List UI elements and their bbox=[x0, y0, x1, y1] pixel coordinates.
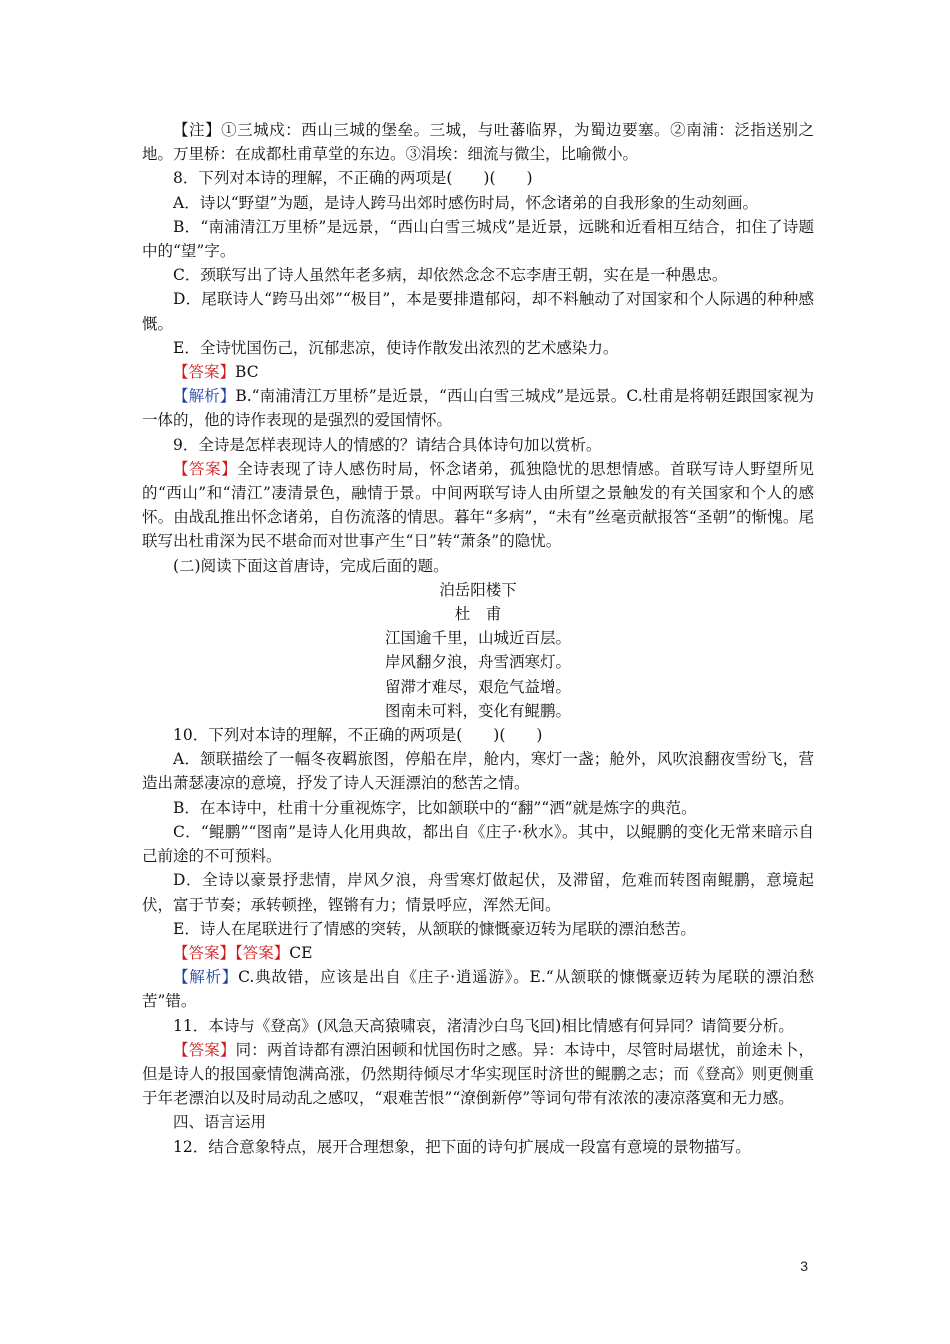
poem-line: 江国逾千里，山城近百层。 bbox=[384, 629, 571, 648]
q11-answer-text: 同：两首诗都有漂泊困顿和忧国伤时之感。异：本诗中，尽管时局堪忧，前途未卜，但是诗人的报国豪情饱满高涨，仍然期待倾尽才华实现匡时济世的鲲鹏之志；而《登高》则更侧重于年老漂泊以及时局动乱之感叹，“艰难苦恨”“潦倒新停”等词句带有浓浓的凄凉落寞和无力感。 bbox=[142, 1040, 814, 1108]
q8-option-e: E．全诗忧国伤己，沉郁悲凉，使诗作散发出浓烈的艺术感染力。 bbox=[173, 338, 619, 357]
answer-tag: 【答案】 bbox=[235, 943, 290, 962]
q10-option-b: B．在本诗中，杜甫十分重视炼字，比如颔联中的“翻”“洒”就是炼字的典范。 bbox=[173, 798, 697, 817]
poem-author: 杜 甫 bbox=[454, 605, 502, 624]
q10-analysis-text: C.典故错，应该是出自《庄子·逍遥游》。E.“从颔联的慷慨豪迈转为尾联的漂泊愁苦”错。 bbox=[142, 968, 814, 1011]
q10-analysis bbox=[142, 965, 814, 1013]
q8-option-c: C．颈联写出了诗人虽然年老多病，却依然念念不忘李唐王朝，实在是一种愚忠。 bbox=[173, 266, 728, 285]
analysis-tag: 【解析】 bbox=[173, 968, 239, 987]
answer-tag: 【答案】 bbox=[173, 363, 236, 382]
section-4-heading: 四、语言运用 bbox=[173, 1113, 267, 1132]
q9-answer bbox=[142, 457, 814, 554]
q10-option-e: E．诗人在尾联进行了情感的突转，从颔联的慷慨豪迈转为尾联的漂泊愁苦。 bbox=[173, 919, 696, 938]
q11-stem: 11．本诗与《登高》(风急天高猿啸哀，渚清沙白鸟飞回)相比情感有何异同？请简要分析。 bbox=[173, 1016, 794, 1035]
answer-tag: 【答案】 bbox=[173, 1040, 236, 1059]
q8-option-d: D．尾联诗人“跨马出郊”“极目”，本是要排遣郁闷，却不料触动了对国家和个人际遇的种种感慨。 bbox=[142, 290, 814, 333]
page-number: 3 bbox=[800, 1258, 808, 1274]
poem bbox=[142, 578, 814, 723]
q12-stem: 12．结合意象特点，展开合理想象，把下面的诗句扩展成一段富有意境的景物描写。 bbox=[173, 1137, 751, 1156]
q8-option-a: A．诗以“野望”为题，是诗人跨马出郊时感伤时局，怀念诸弟的自我形象的生动刻画。 bbox=[173, 193, 759, 212]
q10-option-c: C．“鲲鹏”“图南”是诗人化用典故，都出自《庄子·秋水》。其中，以鲲鹏的变化无常来暗示自己前途的不可预料。 bbox=[142, 822, 814, 866]
q9-stem: 9．全诗是怎样表现诗人的情感的？请结合具体诗句加以赏析。 bbox=[173, 435, 602, 454]
q9-answer-text: 全诗表现了诗人感伤时局，怀念诸弟，孤独隐忧的思想情感。首联写诗人野望所见的“西山”和“清江”凄清景色，融情于景。中间两联写诗人由所望之景触发的有关国家和个人的感怀。由战乱推出怀念诸弟，自伤流落的情思。暮年“多病”，“未有”丝毫贡献报答“圣朝”的惭愧。尾联写出杜甫深为民不堪命而对世事产生“日”转“萧条”的隐忧。 bbox=[142, 459, 814, 551]
q10-answer-text: CE bbox=[289, 943, 313, 962]
q11-answer bbox=[142, 1038, 814, 1111]
answer-tag: 【答案】 bbox=[173, 459, 238, 478]
q8-answer-text: BC bbox=[235, 363, 259, 382]
q10-option-a: A．颔联描绘了一幅冬夜羁旅图，停船在岸，舱内，寒灯一盏；舱外，风吹浪翻夜雪纷飞，营造出萧瑟凄凉的意境，抒发了诗人天涯漂泊的愁苦之情。 bbox=[142, 750, 814, 793]
poem-line: 留滞才难尽，艰危气益增。 bbox=[384, 677, 571, 696]
q8-analysis bbox=[142, 384, 814, 432]
poem-line: 图南未可料，变化有鲲鹏。 bbox=[384, 701, 571, 720]
answer-tag: 【答案】 bbox=[173, 943, 236, 962]
q8-analysis-text: B.“南浦清江万里桥”是近景，“西山白雪三城戍”是远景。C.杜甫是将朝廷跟国家视为一体的，他的诗作表现的是强烈的爱国情怀。 bbox=[142, 387, 814, 430]
q10-answer bbox=[142, 941, 814, 965]
poem-title: 泊岳阳楼下 bbox=[439, 580, 517, 599]
q8-stem: 8．下列对本诗的理解，不正确的两项是( )( ) bbox=[173, 169, 533, 188]
q8-option-b: B．“南浦清江万里桥”是远景，“西山白雪三城戍”是近景，远眺和近看相互结合，扣住了诗题中的“望”字。 bbox=[142, 217, 814, 261]
analysis-tag: 【解析】 bbox=[173, 387, 236, 406]
q10-option-d: D．全诗以豪景抒悲情，岸风夕浪，舟雪寒灯做起伏，及滞留，危难而转图南鲲鹏，意境起伏，富于节奏；承转顿挫，铿锵有力；情景呼应，浑然无间。 bbox=[142, 871, 814, 914]
note-paragraph: 【注】①三城戍：西山三城的堡垒。三城，与吐蕃临界，为蜀边要塞。②南浦：泛指送别之地。万里桥：在成都杜甫草堂的东边。③涓埃：细流与微尘，比喻微小。 bbox=[142, 121, 814, 164]
section-2-heading: (二)阅读下面这首唐诗，完成后面的题。 bbox=[173, 556, 449, 575]
q10-stem: 10．下列对本诗的理解，不正确的两项是( )( ) bbox=[173, 726, 543, 745]
q8-answer bbox=[142, 360, 814, 384]
page-content bbox=[142, 118, 814, 1159]
poem-line: 岸风翻夕浪，舟雪洒寒灯。 bbox=[384, 653, 571, 672]
